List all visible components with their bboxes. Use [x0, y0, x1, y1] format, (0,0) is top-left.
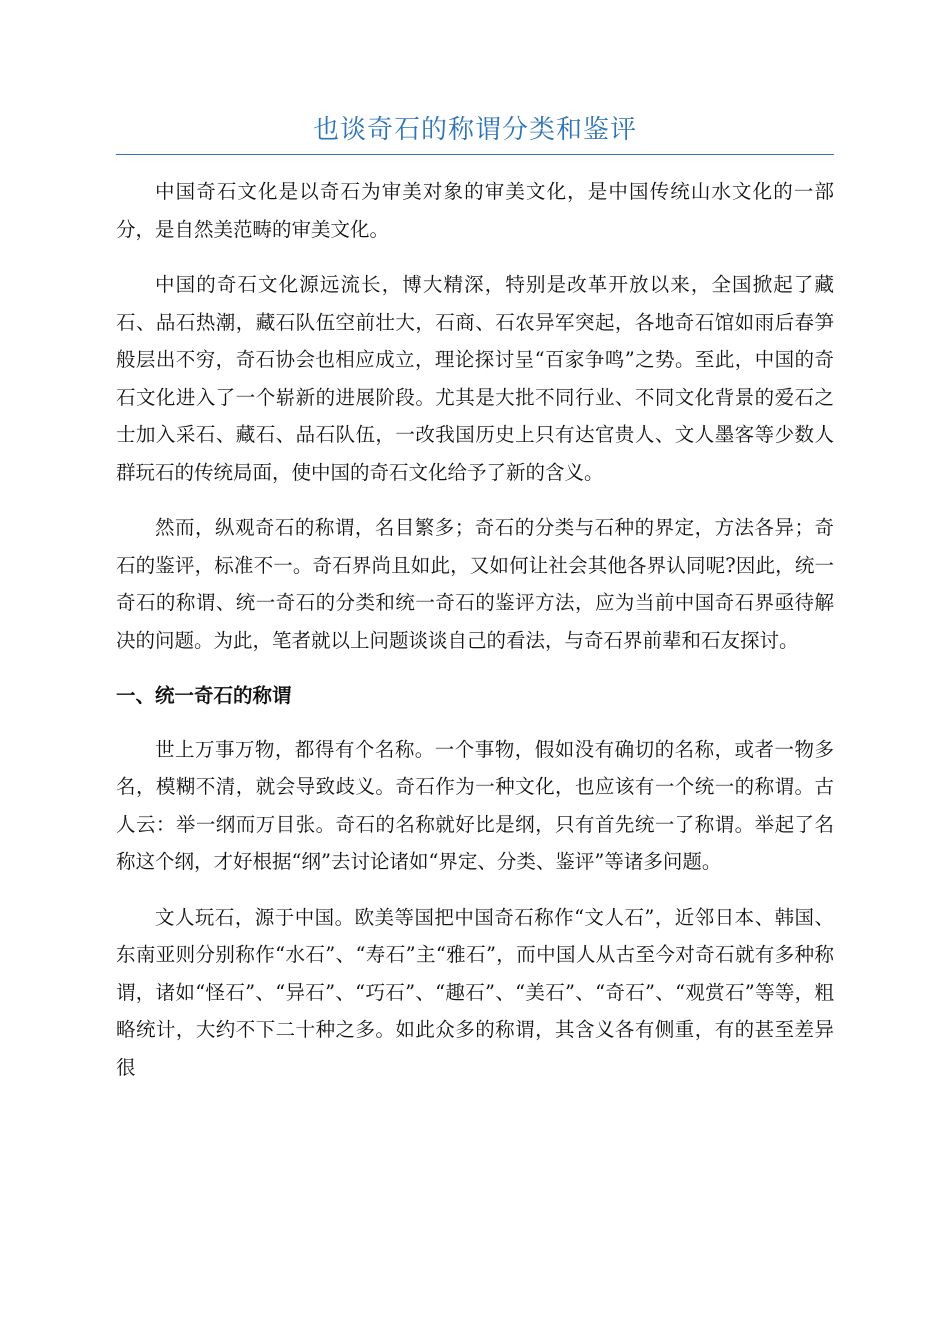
intro-paragraph-2: 中国的奇石文化源远流长，博大精深，特别是改革开放以来，全国掀起了藏石、品石热潮，藏石队伍空前壮大，石商、石农异军突起，各地奇石馆如雨后春笋般层出不穷，奇石协会也相应成立，理论探讨呈“百家争鸣”之势。至此，中国的奇石文化进入了一个崭新的进展阶段。尤其是大批不同行业、不同文化背景的爱石之士加入采石、藏石、品石队伍，一改我国历史上只有达官贵人、文人墨客等少数人群玩石的传统局面，使中国的奇石文化给予了新的含义。 [116, 273, 834, 484]
intro-paragraph-3: 然而，纵观奇石的称谓，名目繁多；奇石的分类与石种的界定，方法各异；奇石的鉴评，标准不一。奇石界尚且如此，又如何让社会其他各界认同呢?因此，统一奇石的称谓、统一奇石的分类和统一奇石的鉴评方法，应为当前中国奇石界亟待解决的问题。为此，笔者就以上问题谈谈自己的看法，与奇石界前辈和石友探讨。 [116, 516, 834, 652]
section-heading: 一、统一奇石的称谓 [116, 684, 292, 707]
section-paragraph-1: 世上万事万物，都得有个名称。一个事物，假如没有确切的名称，或者一物多名，模糊不清，就会导致歧义。奇石作为一种文化，也应该有一个统一的称谓。古人云：举一纲而万目张。奇石的名称就好比是纲，只有首先统一了称谓。举起了名称这个纲，才好根据“纲”去讨论诸如“界定、分类、鉴评”等诸多问题。 [116, 737, 834, 873]
section-paragraph-2: 文人玩石，源于中国。欧美等国把中国奇石称作“文人石”，近邻日本、韩国、东南亚则分别称作“水石”、“寿石”主“雅石”，而中国人从古至今对奇石就有多种称谓，诸如“怪石”、“异石”、“巧石”、“趣石”、“美石”、“奇石”、“观赏石”等等，粗略统计，大约不下二十种之多。如此众多的称谓，其含义各有侧重，有的甚至差异很 [116, 905, 834, 1079]
intro-paragraph-1: 中国奇石文化是以奇石为审美对象的审美文化，是中国传统山水文化的一部分，是自然美范畴的审美文化。 [116, 180, 834, 241]
title-underline [116, 154, 834, 155]
document-title: 也谈奇石的称谓分类和鉴评 [312, 115, 637, 145]
